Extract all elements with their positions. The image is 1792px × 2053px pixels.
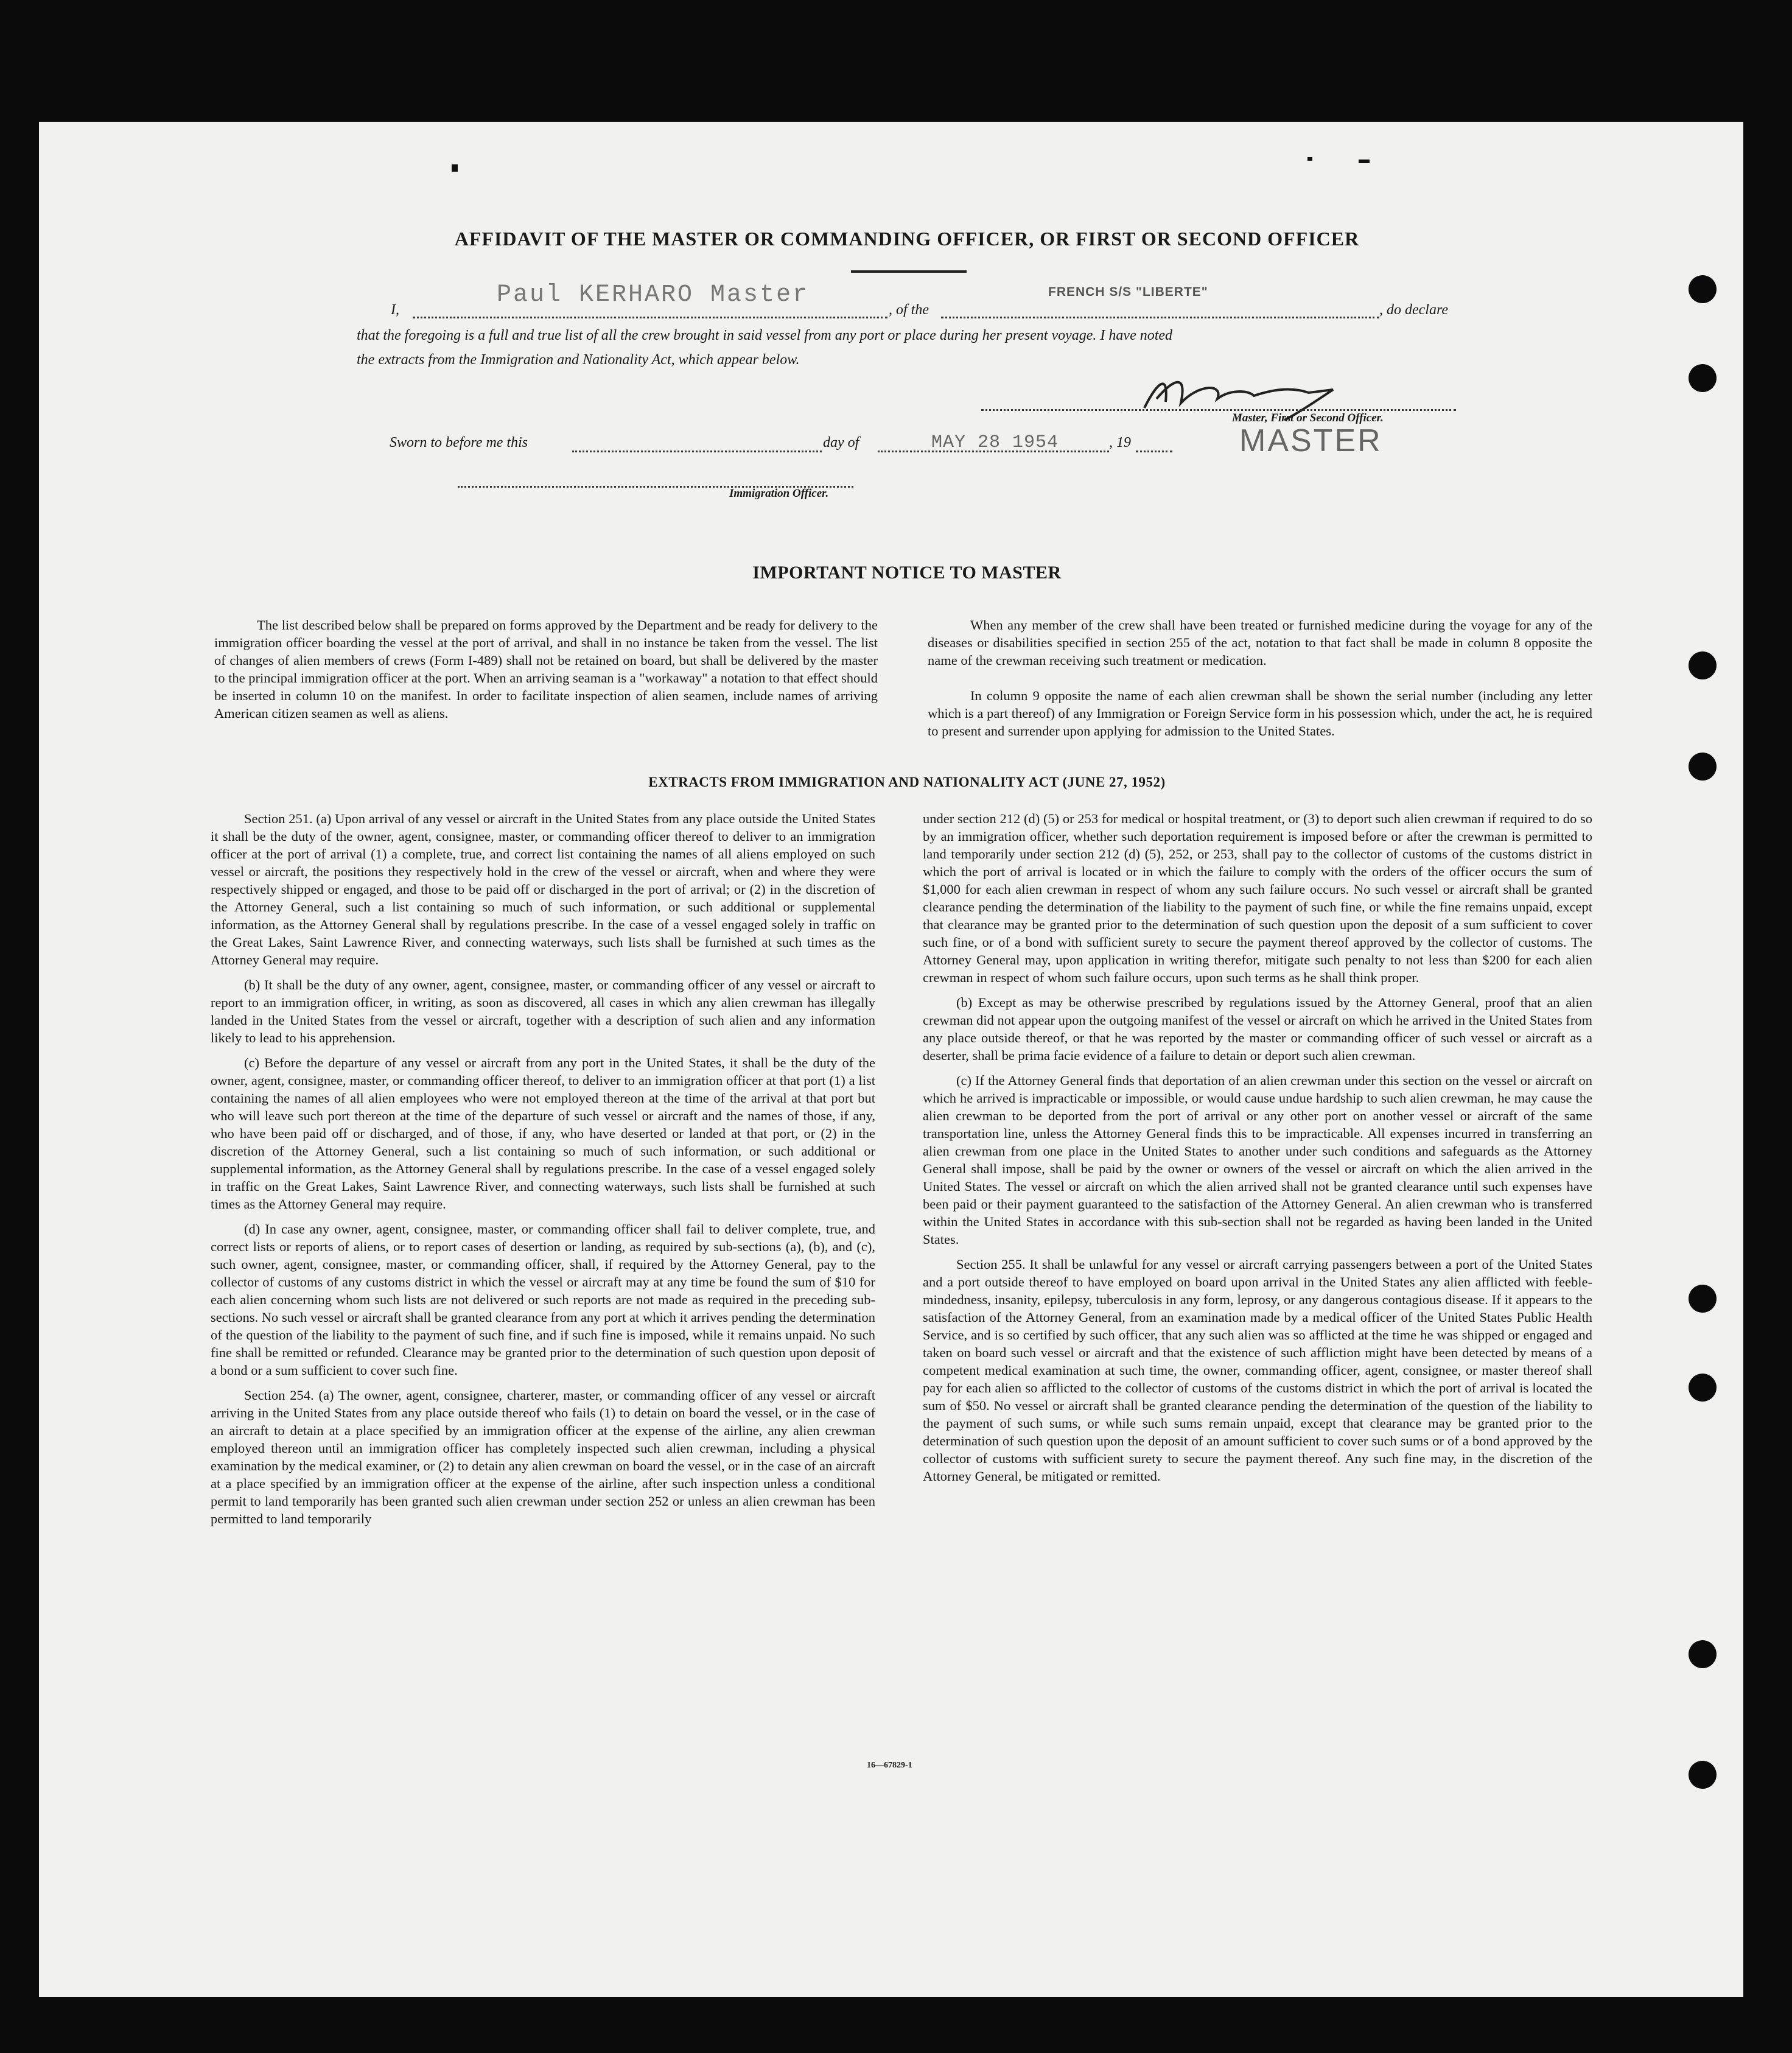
- immigration-officer-caption: Immigration Officer.: [729, 487, 829, 500]
- extracts-right-column: [923, 810, 1592, 1492]
- notice-left-paragraph: The list described below shall be prepared on forms approved by the Department and be ready for delivery to the immigration officer boarding the vessel at the port of arrival, and shall in no instance be taken from the vessel. The list of changes of alien members of crews (Form I-489) shall not be retained on board, but shall be delivered by the master to the principal immigration officer at the port. When an arriving seaman is a "workaway" a notation to that effect should be inserted in column 10 on the manifest. In order to facilitate inspection of alien seamen, include names of arriving American citizen seamen as well as aliens.: [214, 617, 878, 721]
- form-number: 16—67829-1: [867, 1761, 912, 1770]
- extracts-left-column: [211, 810, 875, 1535]
- sworn-day-line: [572, 451, 822, 452]
- sworn-label: Sworn to before me this: [390, 435, 528, 451]
- notice-title: IMPORTANT NOTICE TO MASTER: [752, 563, 1062, 583]
- section-251-c: (c) Before the departure of any vessel or aircraft from any port in the United States, it shall be the duty of the owner, agent, consignee, master, or commanding officer thereof, to deliver to an immigration officer at that port (1) a list containing the names of all alien employees who were not employed thereon at the time of the arrival at that port but who will leave such port thereon at the time of the departure of such vessel or aircraft and the names of those, if any, who have been paid off or discharged, and of those, if any, who have deserted or landed at that port, or (2) in the discretion of the Attorney General, such a list containing so much of such information, or such additional or supplemental information, as the Attorney General shall by regulations prescribe. In the case of a vessel engaged solely in traffic on the Great Lakes, Saint Lawrence River, and connecting waterways, such lists shall be furnished at such times as the Attorney General may require.: [211, 1055, 875, 1212]
- section-251-b: (b) It shall be the duty of any owner, agent, consignee, master, or commanding officer of any vessel or aircraft to report to an immigration officer, in writing, as soon as discovered, all cases in which any alien crewman has illegally landed in the United States from the vessel or aircraft, together with a description of such alien and any information likely to lead to his apprehension.: [211, 977, 875, 1045]
- section-254-c: (c) If the Attorney General finds that deportation of an alien crewman under this section on the vessel or aircraft on which he arrived is impracticable or impossible, or would cause undue hardship to such alien crewman, he may cause the alien crewman to be deported from the port of arrival or any other port on another vessel or aircraft of the same transportation line, unless the Attorney General finds this to be impracticable. All expenses incurred in transferring an alien crewman from one place in the United States to another under such conditions and safeguards as the Attorney General shall impose, shall be paid by the owner or owners of the vessel or aircraft on which the alien arrived in the United States. The vessel or aircraft on which the alien arrived shall not be granted clearance until such expenses have been paid or their payment guaranteed to the satisfaction of the Attorney General. An alien crewman who is transferred within the United States in accordance with this sub-section shall not be regarded as having been landed in the United States.: [923, 1073, 1592, 1247]
- title-rule: [851, 270, 967, 273]
- notice-right-paragraph-1: When any member of the crew shall have been treated or furnished medicine during the voyage for any of the diseases or disabilities specified in section 255 of the act, notation to that fact shall be made in column 8 opposite the name of the crewman receiving such treatment or medication.: [928, 617, 1592, 668]
- master-stamp: MASTER: [1239, 423, 1382, 458]
- master-name: Paul KERHARO Master: [497, 281, 810, 309]
- sworn-date: MAY 28 1954: [931, 432, 1059, 453]
- of-the-label: , of the: [889, 302, 929, 318]
- master-name-line: [413, 317, 887, 318]
- section-251-d: (d) In case any owner, agent, consignee, master, or commanding officer shall fail to deliver complete, true, and correct lists or reports of aliens, or to report cases of desertion or landing, as required by sub-sections (a), (b), and (c), such owner, agent, consignee, master, or commanding officer, shall, if required by the Attorney General, pay to the collector of customs of any customs district in which the vessel or aircraft may at any time be found the sum of $10 for each alien concerning whom such lists are not delivered or such reports are not made as required in the preceding sub-sections. No such vessel or aircraft shall be granted clearance from any port at which it arrives pending the determination of the question of the liability to the payment of such fine, and if such fine is imposed, while it remains unpaid. No such fine shall be remitted or refunded. Clearance may be granted prior to the determination of such question upon deposit of a bond or a sum sufficient to cover such fine.: [211, 1221, 875, 1378]
- vessel-name-line: [941, 317, 1379, 318]
- day-of-label: day of: [823, 435, 859, 451]
- year-line: [1136, 451, 1172, 452]
- vessel-name: FRENCH S/S "LIBERTE": [1048, 285, 1208, 299]
- affidavit-title: AFFIDAVIT OF THE MASTER OR COMMANDING OFFICER, OR FIRST OR SECOND OFFICER: [454, 228, 1360, 250]
- section-254-a: Section 254. (a) The owner, agent, consignee, charterer, master, or commanding officer of any vessel or aircraft arriving in the United States from any place outside thereof who fails (1) to detain on board the vessel, or in the case of an aircraft to detain at a place specified by an immigration officer at the expense of the airline, any alien crewman employed thereon until an immigration officer has completely inspected such alien crewman, including a physical examination by the medical examiner, or (2) to detain any alien crewman on board the vessel, or in the case of an aircraft at a place specified by an immigration officer at the expense of the airline, after such inspection unless a conditional permit to land temporarily has been granted such alien crewman under section 252 or unless an alien crewman has been permitted to land temporarily: [211, 1388, 875, 1526]
- declaration-text-2: the extracts from the Immigration and Nationality Act, which appear below.: [357, 352, 800, 368]
- section-254-b: (b) Except as may be otherwise prescribed by regulations issued by the Attorney General, proof that an alien crewman did not appear upon the outgoing manifest of the vessel or aircraft on which he arrived in the United States from any place outside thereof, or that he was reported by the master or commanding officer of such vessel or aircraft as a deserter, shall be prima facie evidence of a failure to detain or deport such alien crewman.: [923, 995, 1592, 1063]
- extracts-title: EXTRACTS FROM IMMIGRATION AND NATIONALITY ACT (JUNE 27, 1952): [648, 774, 1166, 790]
- year-prefix: , 19: [1109, 435, 1131, 451]
- do-declare-label: , do declare: [1379, 302, 1449, 318]
- section-254-a-continued: under section 212 (d) (5) or 253 for medical or hospital treatment, or (3) to deport such alien crewman if required to do so by an immigration officer, whether such deportation requirement is imposed before or after the crewman is permitted to land temporarily under section 212 (d) (5), 252, or 253, shall pay to the collector of customs of the customs district in which the port of arrival is located or in which the failure to comply with the orders of the officer occurs the sum of $1,000 for each alien crewman in respect of whom any such failure occurs. No such vessel or aircraft shall be granted clearance pending the determination of the liability to the payment of such fine, or while the fine remains unpaid, except that clearance may be granted prior to the determination of such question upon the deposit of a sum sufficient to cover such fine, or of a bond with sufficient surety to secure the payment thereof approved by the collector of customs. The Attorney General may, upon application in writing therefor, mitigate such penalty to not less than $200 for each alien crewman in respect of whom such failure occurs, upon such terms as he shall think proper.: [923, 811, 1592, 985]
- declaration-text-1: that the foregoing is a full and true list of all the crew brought in said vessel from any port or place during her present voyage. I have noted: [357, 328, 1173, 343]
- section-255: Section 255. It shall be unlawful for any vessel or aircraft carrying passengers between a port of the United States and a port outside thereof to have employed on board upon arrival in the United States any alien afflicted with feeble-mindedness, insanity, epilepsy, tuberculosis in any form, leprosy, or any dangerous contagious disease. If it appears to the satisfaction of the Attorney General, from an examination made by a medical officer of the United States Public Health Service, and is so certified by such officer, that any such alien was so afflicted at the time he was shipped or engaged and taken on board such vessel or aircraft and that the existence of such affliction might have been detected by means of a competent medical examination at such time, the owner, commanding officer, agent, consignee, or master thereof shall pay for each alien so afflicted to the collector of customs of the customs district in which the port of arrival is located the sum of $50. No vessel or aircraft shall be granted clearance pending the determination of the question of the liability to the payment of such sums, or while such sums remain unpaid, except that clearance may be granted prior to the determination of such question upon the deposit of an amount sufficient to cover such sums or of a bond approved by the collector of customs with sufficient surety to secure the payment thereof. Any such fine may, in the discretion of the Attorney General, be mitigated or remitted.: [923, 1257, 1592, 1484]
- i-label: I,: [391, 302, 399, 318]
- section-251-a: Section 251. (a) Upon arrival of any vessel or aircraft in the United States from any place outside the United States it shall be the duty of the owner, agent, consignee, master, or commanding officer thereof to deliver to an immigration officer at the port of arrival (1) a complete, true, and correct list containing the names of all aliens employed on such vessel or aircraft, the positions they respectively hold in the crew of the vessel or aircraft, when and where they were respectively shipped or engaged, and those to be paid off or discharged in the port of arrival; or (2) in the discretion of the Attorney General, such a list containing so much of such information, or such additional or supplemental information, as the Attorney General shall by regulations prescribe. In the case of a vessel engaged solely in traffic on the Great Lakes, Saint Lawrence River, and connecting waterways, such lists shall be furnished at such times as the Attorney General may require.: [211, 811, 875, 967]
- officer-caption: Master, First or Second Officer.: [1232, 412, 1384, 424]
- notice-right-paragraph-2: In column 9 opposite the name of each alien crewman shall be shown the serial number (including any letter which is a part thereof) of any Immigration or Foreign Service form in his possession which, under the act, he is required to present and surrender upon applying for admission to the United States.: [928, 688, 1592, 739]
- officer-signature-line: [981, 409, 1456, 411]
